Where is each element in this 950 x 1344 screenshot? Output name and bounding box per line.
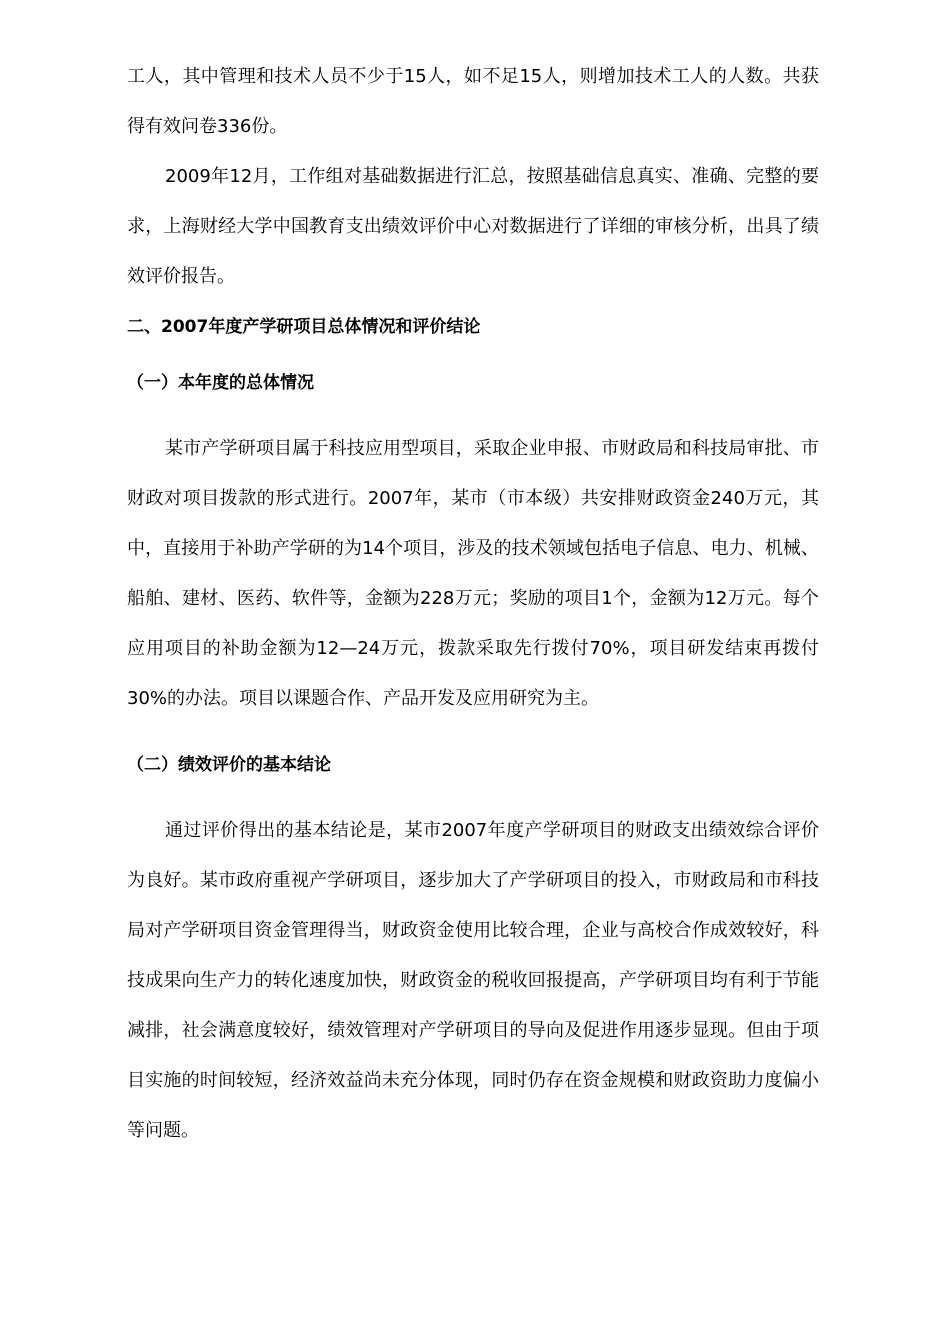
paragraph-overall-situation: 某市产学研项目属于科技应用型项目，采取企业申报、市财政局和科技局审批、市财政对项目拨款的形式进行。2007年，某市（市本级）共安排财政资金240万元，其中，直接用于补助产学研的为14个项目，涉及的技术领域包括电子信息、电力、机械、船舶、建材、医药、软件等，金额为228万元；奖励的项目1个，金额为12万元。每个应用项目的补助金额为12—24万元，拨款采取先行拨付70%，项目研发结束再拨付30%的办法。项目以课题合作、产品开发及应用研究为主。 <box>127 438 819 709</box>
paragraph-basic-conclusion: 通过评价得出的基本结论是，某市2007年度产学研项目的财政支出绩效综合评价为良好。某市政府重视产学研项目，逐步加大了产学研项目的投入，市财政局和市科技局对产学研项目资金管理得当，财政资金使用比较合理，企业与高校合作成效较好，科技成果向生产力的转化速度加快，财政资金的税收回报提高，产学研项目均有利于节能减排，社会满意度较好，绩效管理对产学研项目的导向及促进作用逐步显现。但由于项目实施的时间较短，经济效益尚未充分体现，同时仍存在资金规模和财政资助力度偏小等问题。 <box>127 820 819 1141</box>
subheading-basic-conclusion: （二）绩效评价的基本结论 <box>127 755 331 775</box>
document-page <box>127 52 819 1156</box>
spacer <box>127 724 819 740</box>
paragraph-survey-staff: 工人，其中管理和技术人员不少于15人，如不足15人，则增加技术工人的人数。共获得有效问卷336份。 <box>127 66 819 137</box>
spacer <box>127 408 819 424</box>
subheading-overall-situation: （一）本年度的总体情况 <box>127 373 314 393</box>
spacer <box>127 790 819 806</box>
paragraph-data-review: 2009年12月，工作组对基础数据进行汇总，按照基础信息真实、准确、完整的要求，上海财经大学中国教育支出绩效评价中心对数据进行了详细的审核分析，出具了绩效评价报告。 <box>127 166 819 287</box>
section-heading-2007-overview: 二、2007年度产学研项目总体情况和评价结论 <box>127 317 481 337</box>
